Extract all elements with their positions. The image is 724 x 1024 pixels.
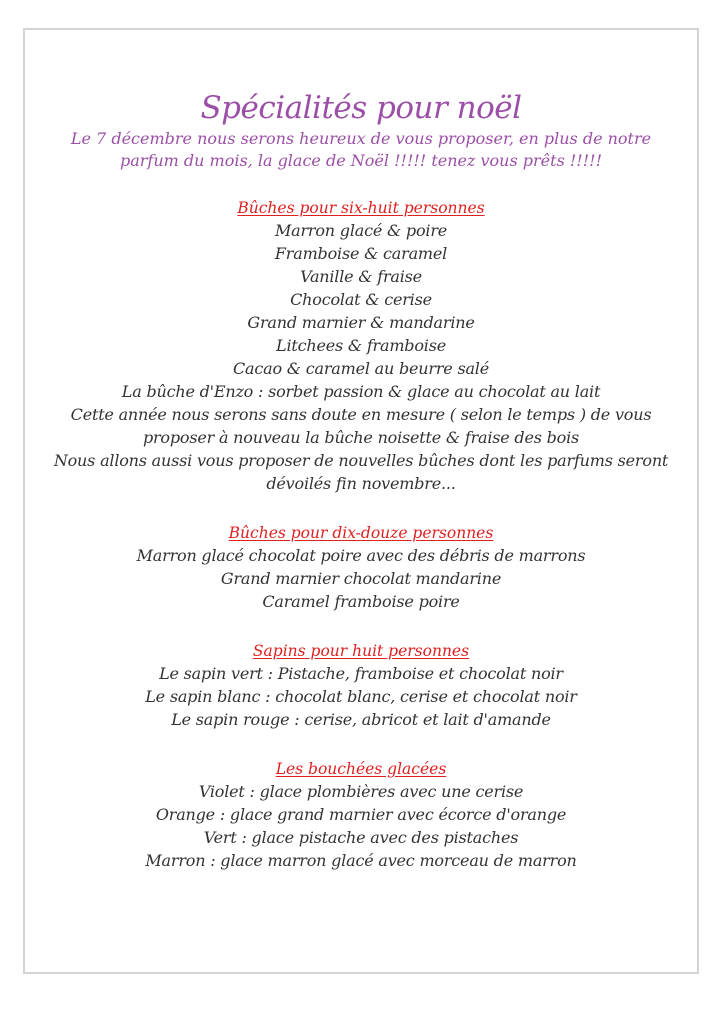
menu-content [23,88,699,872]
menu-line: Le sapin blanc : chocolat blanc, cerise et chocolat noir [145,687,577,706]
menu-line: Vanille & fraise [300,267,422,286]
menu-line: Chocolat & cerise [290,290,432,309]
menu-line: Cette année nous serons sans doute en mesure ( selon le temps ) de vous [70,405,652,424]
menu-line: Grand marnier chocolat mandarine [220,569,502,588]
menu-line: Cacao & caramel au beurre salé [233,359,489,378]
menu-line: Le sapin vert : Pistache, framboise et chocolat noir [159,664,563,683]
menu-line: Caramel framboise poire [262,592,460,611]
menu-line: Marron glacé chocolat poire avec des débris de marrons [136,546,586,565]
menu-line: Le sapin rouge : cerise, abricot et lait d'amande [171,710,551,729]
menu-line: Violet : glace plombières avec une cerise [198,782,524,801]
menu-line: dévoilés fin novembre... [266,474,456,493]
section-buches-dix-douze [23,522,699,613]
menu-line: Orange : glace grand marnier avec écorce d'orange [155,805,567,824]
section-heading: Sapins pour huit personnes [252,642,470,660]
menu-line: Marron : glace marron glacé avec morceau de marron [145,851,577,870]
menu-line: La bûche d'Enzo : sorbet passion & glace au chocolat au lait [121,382,601,401]
page-title: Spécialités pour noël [200,90,522,126]
menu-line: Litchees & framboise [276,336,446,355]
menu-line: proposer à nouveau la bûche noisette & fraise des bois [142,428,580,447]
section-sapins [23,640,699,731]
section-heading: Bûches pour dix-douze personnes [228,524,494,542]
menu-line: Nous allons aussi vous proposer de nouvelles bûches dont les parfums seront [53,451,669,470]
section-bouchees [23,758,699,872]
menu-line: Marron glacé & poire [274,221,448,240]
section-heading: Les bouchées glacées [275,760,447,778]
section-heading: Bûches pour six-huit personnes [237,199,485,217]
intro-text: Le 7 décembre nous serons heureux de vous proposer, en plus de notre parfum du mois, la glace de Noël !!!!! tenez vous prêts !!!!! [70,129,652,170]
menu-line: Vert : glace pistache avec des pistaches [203,828,519,847]
menu-line: Framboise & caramel [274,244,448,263]
menu-line: Grand marnier & mandarine [247,313,475,332]
section-buches-six-huit [23,197,699,495]
